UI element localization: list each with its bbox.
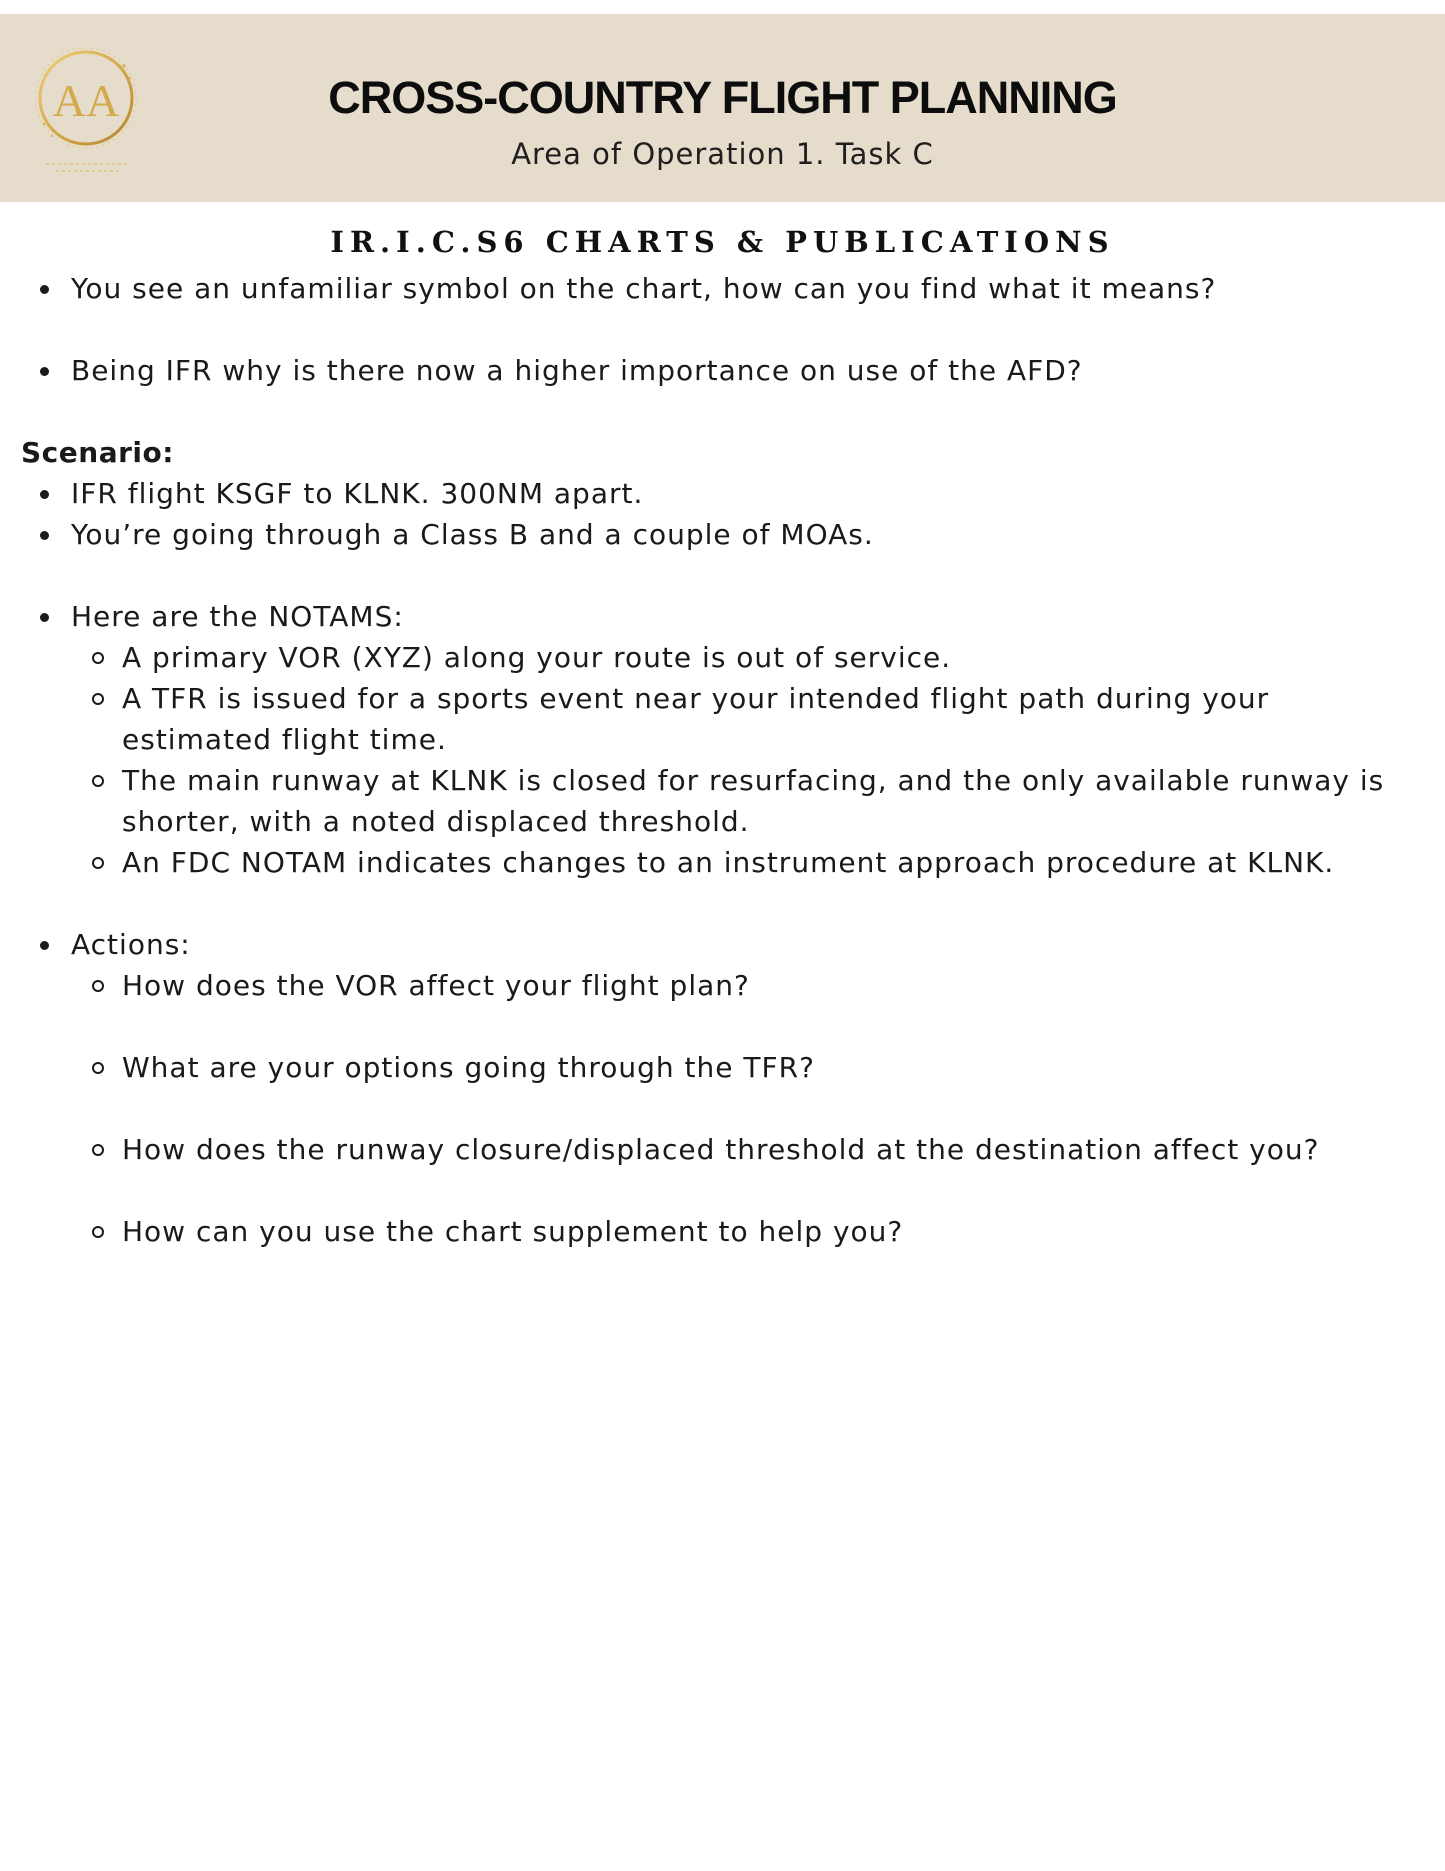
notam-item: A primary VOR (XYZ) along your route is out of service.: [0, 637, 1445, 678]
header-banner: [0, 14, 1445, 202]
page-title: CROSS-COUNTRY FLIGHT PLANNING: [328, 72, 1117, 123]
list-item: IFR flight KSGF to KLNK. 300NM apart.: [0, 473, 1445, 514]
spacer: [0, 883, 1445, 924]
scenario-heading: Scenario:: [21, 436, 174, 469]
action-item: How does the VOR affect your flight plan?: [0, 965, 1445, 1006]
list-item-notams: [0, 596, 1445, 637]
scenario-list: [0, 473, 1445, 1252]
section-title: IR.I.C.S6 CHARTS & PUBLICATIONS: [330, 225, 1115, 259]
action-item: How does the runway closure/displaced threshold at the destination affect you?: [0, 1129, 1445, 1170]
notam-item: An FDC NOTAM indicates changes to an instrument approach procedure at KLNK.: [0, 842, 1445, 883]
list-item-actions: [0, 924, 1445, 965]
spacer: [0, 391, 1445, 432]
spacer: [0, 309, 1445, 350]
action-item: How can you use the chart supplement to help you?: [0, 1211, 1445, 1252]
notam-item: A TFR is issued for a sports event near your intended flight path during your estimated flight time.: [0, 678, 1445, 760]
page-subtitle: Area of Operation 1. Task C: [511, 137, 934, 171]
spacer: [0, 1170, 1445, 1211]
list-item: Being IFR why is there now a higher importance on use of the AFD?: [0, 350, 1445, 391]
spacer: [0, 555, 1445, 596]
notams-label: Here are the NOTAMS:: [71, 600, 404, 633]
action-item: What are your options going through the TFR?: [0, 1047, 1445, 1088]
spacer: [0, 1088, 1445, 1129]
question-list: [0, 268, 1445, 391]
list-item: You’re going through a Class B and a couple of MOAs.: [0, 514, 1445, 555]
list-item: You see an unfamiliar symbol on the chart, how can you find what it means?: [0, 268, 1445, 309]
actions-label: Actions:: [71, 928, 191, 961]
notam-item: The main runway at KLNK is closed for resurfacing, and the only available runway is shorter, with a noted displaced threshold.: [0, 760, 1445, 842]
spacer: [0, 1006, 1445, 1047]
logo-letters: AA: [52, 75, 120, 126]
document-body: [0, 268, 1445, 1252]
